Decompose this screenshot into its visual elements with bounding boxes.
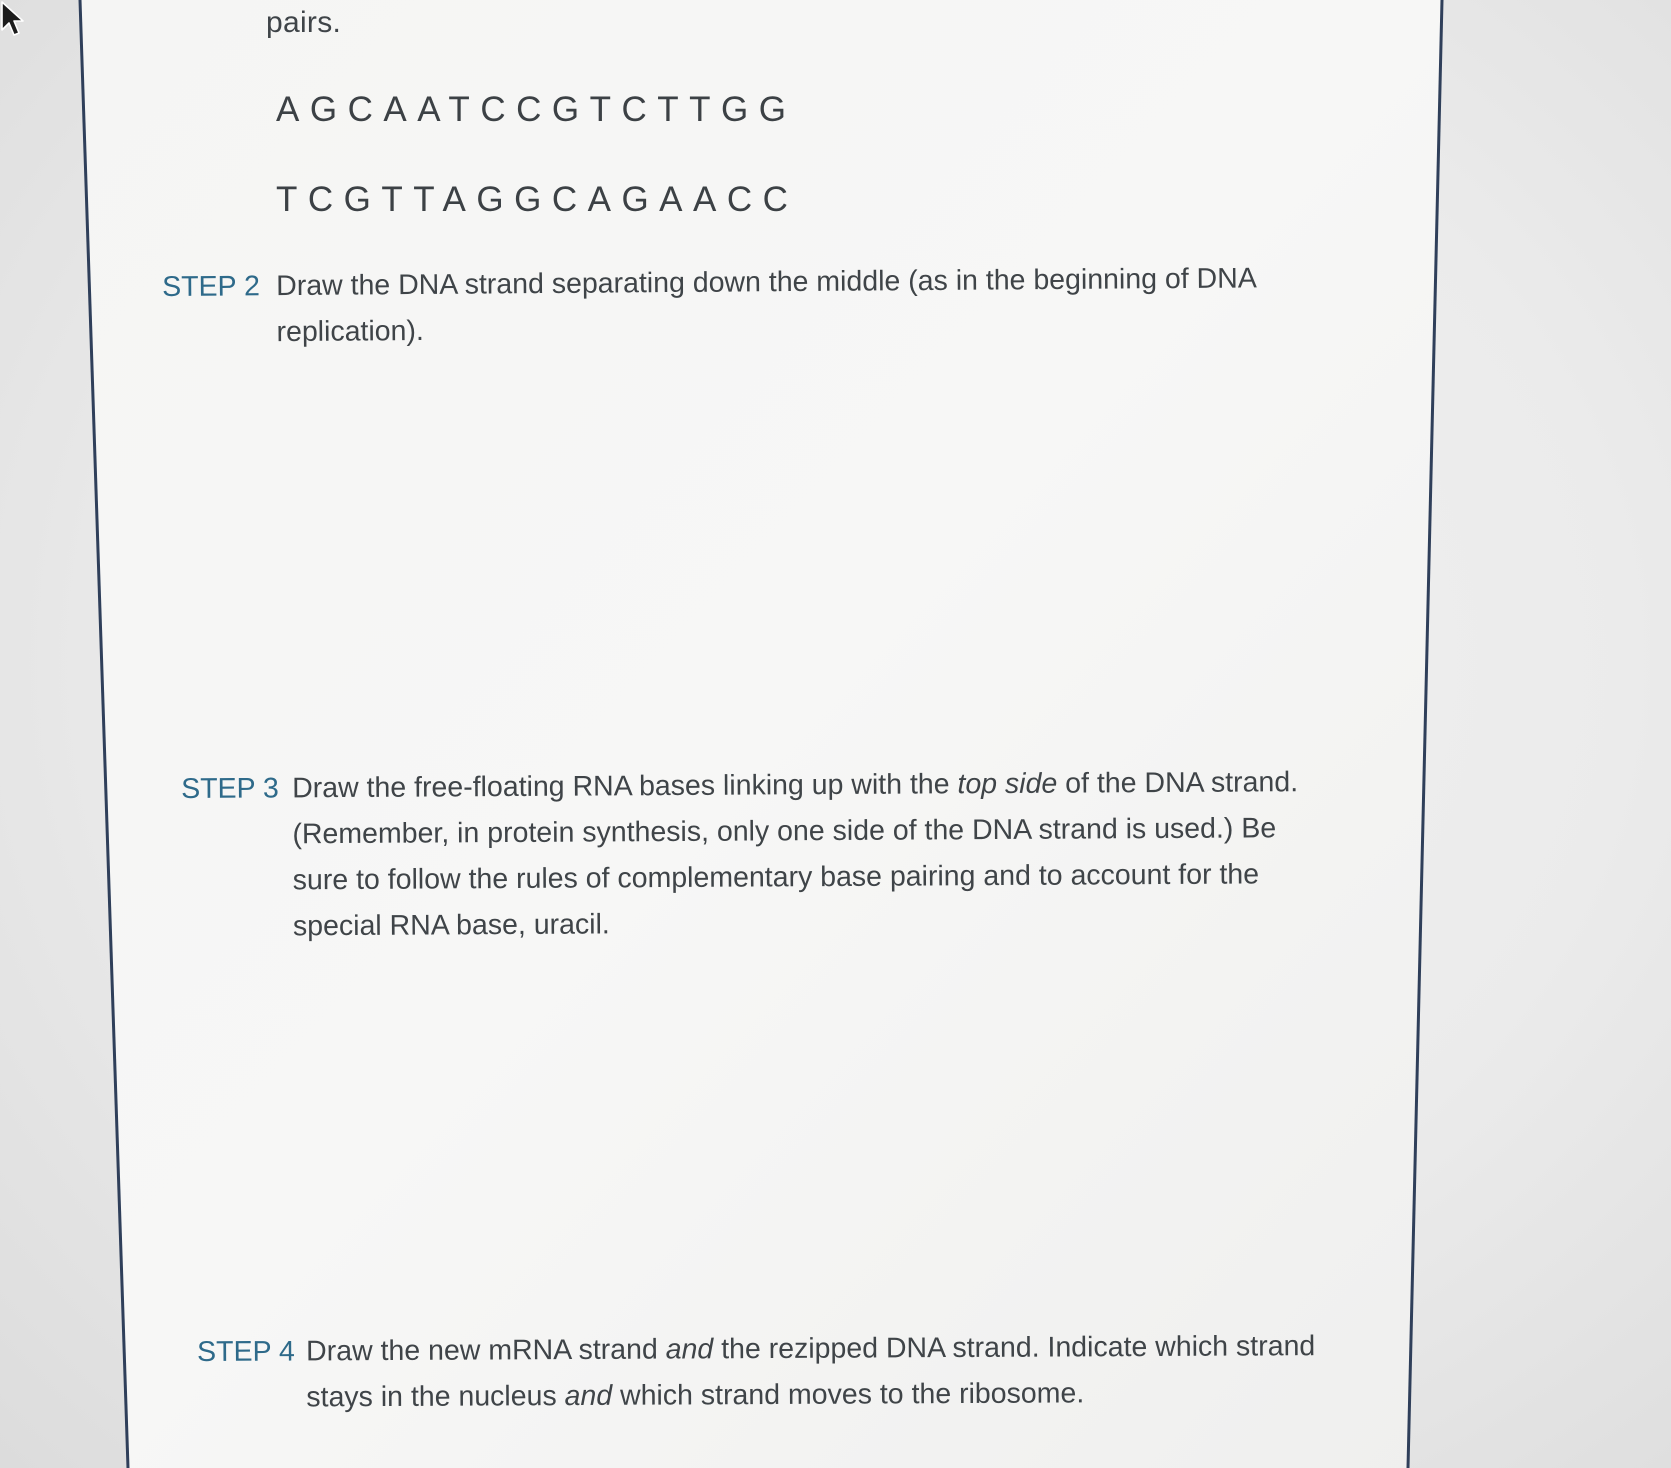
step-4-line-1-text-b: the rezipped DNA strand. Indicate which strand (713, 1330, 1316, 1366)
step-3-label: STEP 3 (181, 772, 279, 805)
step-2-line-2: replication). (276, 314, 424, 349)
step-4-line-2-text-a: stays in the nucleus (306, 1380, 565, 1414)
step-4-line-1 (306, 1323, 1315, 1374)
step-4-label: STEP 4 (197, 1335, 295, 1368)
page-paper (80, 0, 1442, 1468)
step-4-line-2-text-b: which strand moves to the ribosome. (612, 1377, 1085, 1412)
step-2-instructions (276, 255, 1257, 355)
step-2-line-1: Draw the DNA strand separating down the middle (as in the beginning of DNA (276, 262, 1257, 303)
step-3-emphasis-top-side: top side (957, 767, 1058, 801)
step-4-line-2 (306, 1369, 1315, 1420)
step-3-instructions (292, 759, 1299, 949)
step-3-line-4: special RNA base, uracil. (292, 908, 610, 943)
step-4-instructions (306, 1323, 1316, 1420)
arrow-pointer-icon (0, 0, 24, 38)
step-2-label: STEP 2 (162, 270, 261, 303)
step-3-line-3: sure to follow the rules of complementary base pairing and to account for the (292, 858, 1260, 897)
step-3-line-1-text-b: of the DNA strand. (1057, 766, 1299, 800)
dna-top-strand: AGCAATCCGTCTTGG (276, 90, 797, 129)
step-4-emphasis-and-2: and (564, 1379, 613, 1413)
step-3-line-1-text-a: Draw the free-floating RNA bases linking up with the (292, 768, 958, 805)
step-4-line-1-text-a: Draw the new mRNA strand (306, 1333, 666, 1368)
step-4-emphasis-and-1: and (665, 1333, 714, 1366)
step-3-line-1 (292, 759, 1298, 811)
dna-bottom-strand: TCGTTAGGCAGAACC (276, 180, 799, 219)
intro-text-tail: pairs. (266, 6, 342, 39)
step-3-line-2: (Remember, in protein synthesis, only one side of the DNA strand is used.) Be (292, 812, 1277, 851)
